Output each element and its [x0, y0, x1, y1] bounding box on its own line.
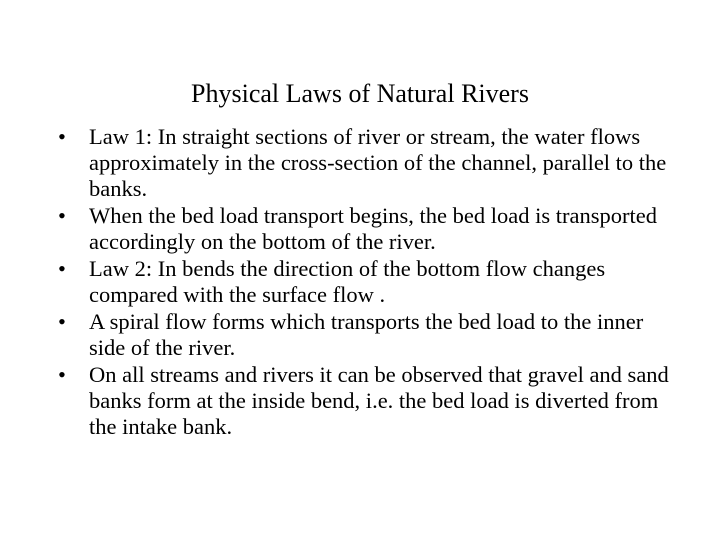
bullet-item-law-2	[58, 256, 678, 308]
bullet-icon: •	[58, 308, 66, 334]
bullet-icon: •	[58, 256, 66, 282]
bullet-item-gravel-sand-banks	[58, 362, 678, 441]
bullet-item-spiral-flow	[58, 309, 678, 361]
bullet-item-bed-load-transport	[58, 203, 678, 255]
bullet-icon: •	[58, 124, 66, 149]
slide-title: Physical Laws of Natural Rivers	[191, 79, 529, 108]
bullet-text: On all streams and rivers it can be observed that gravel and sand banks form at the inside bend, i.e. the bed load is diverted from the intake bank.	[89, 361, 669, 440]
bullet-text: Law 2: In bends the direction of the bottom flow changes compared with the surface flow .	[89, 256, 606, 308]
bullet-text: When the bed load transport begins, the bed load is transported accordingly on the bottom of the river.	[89, 203, 657, 255]
bullet-text: A spiral flow forms which transports the bed load to the inner side of the river.	[89, 308, 644, 361]
bullet-text: Law 1: In straight sections of river or stream, the water flows approximately in the cross-section of the channel, parallel to the banks.	[89, 124, 667, 202]
bullet-list	[58, 124, 678, 441]
bullet-icon: •	[58, 203, 66, 229]
bullet-icon: •	[58, 361, 66, 387]
bullet-item-law-1	[58, 124, 678, 203]
